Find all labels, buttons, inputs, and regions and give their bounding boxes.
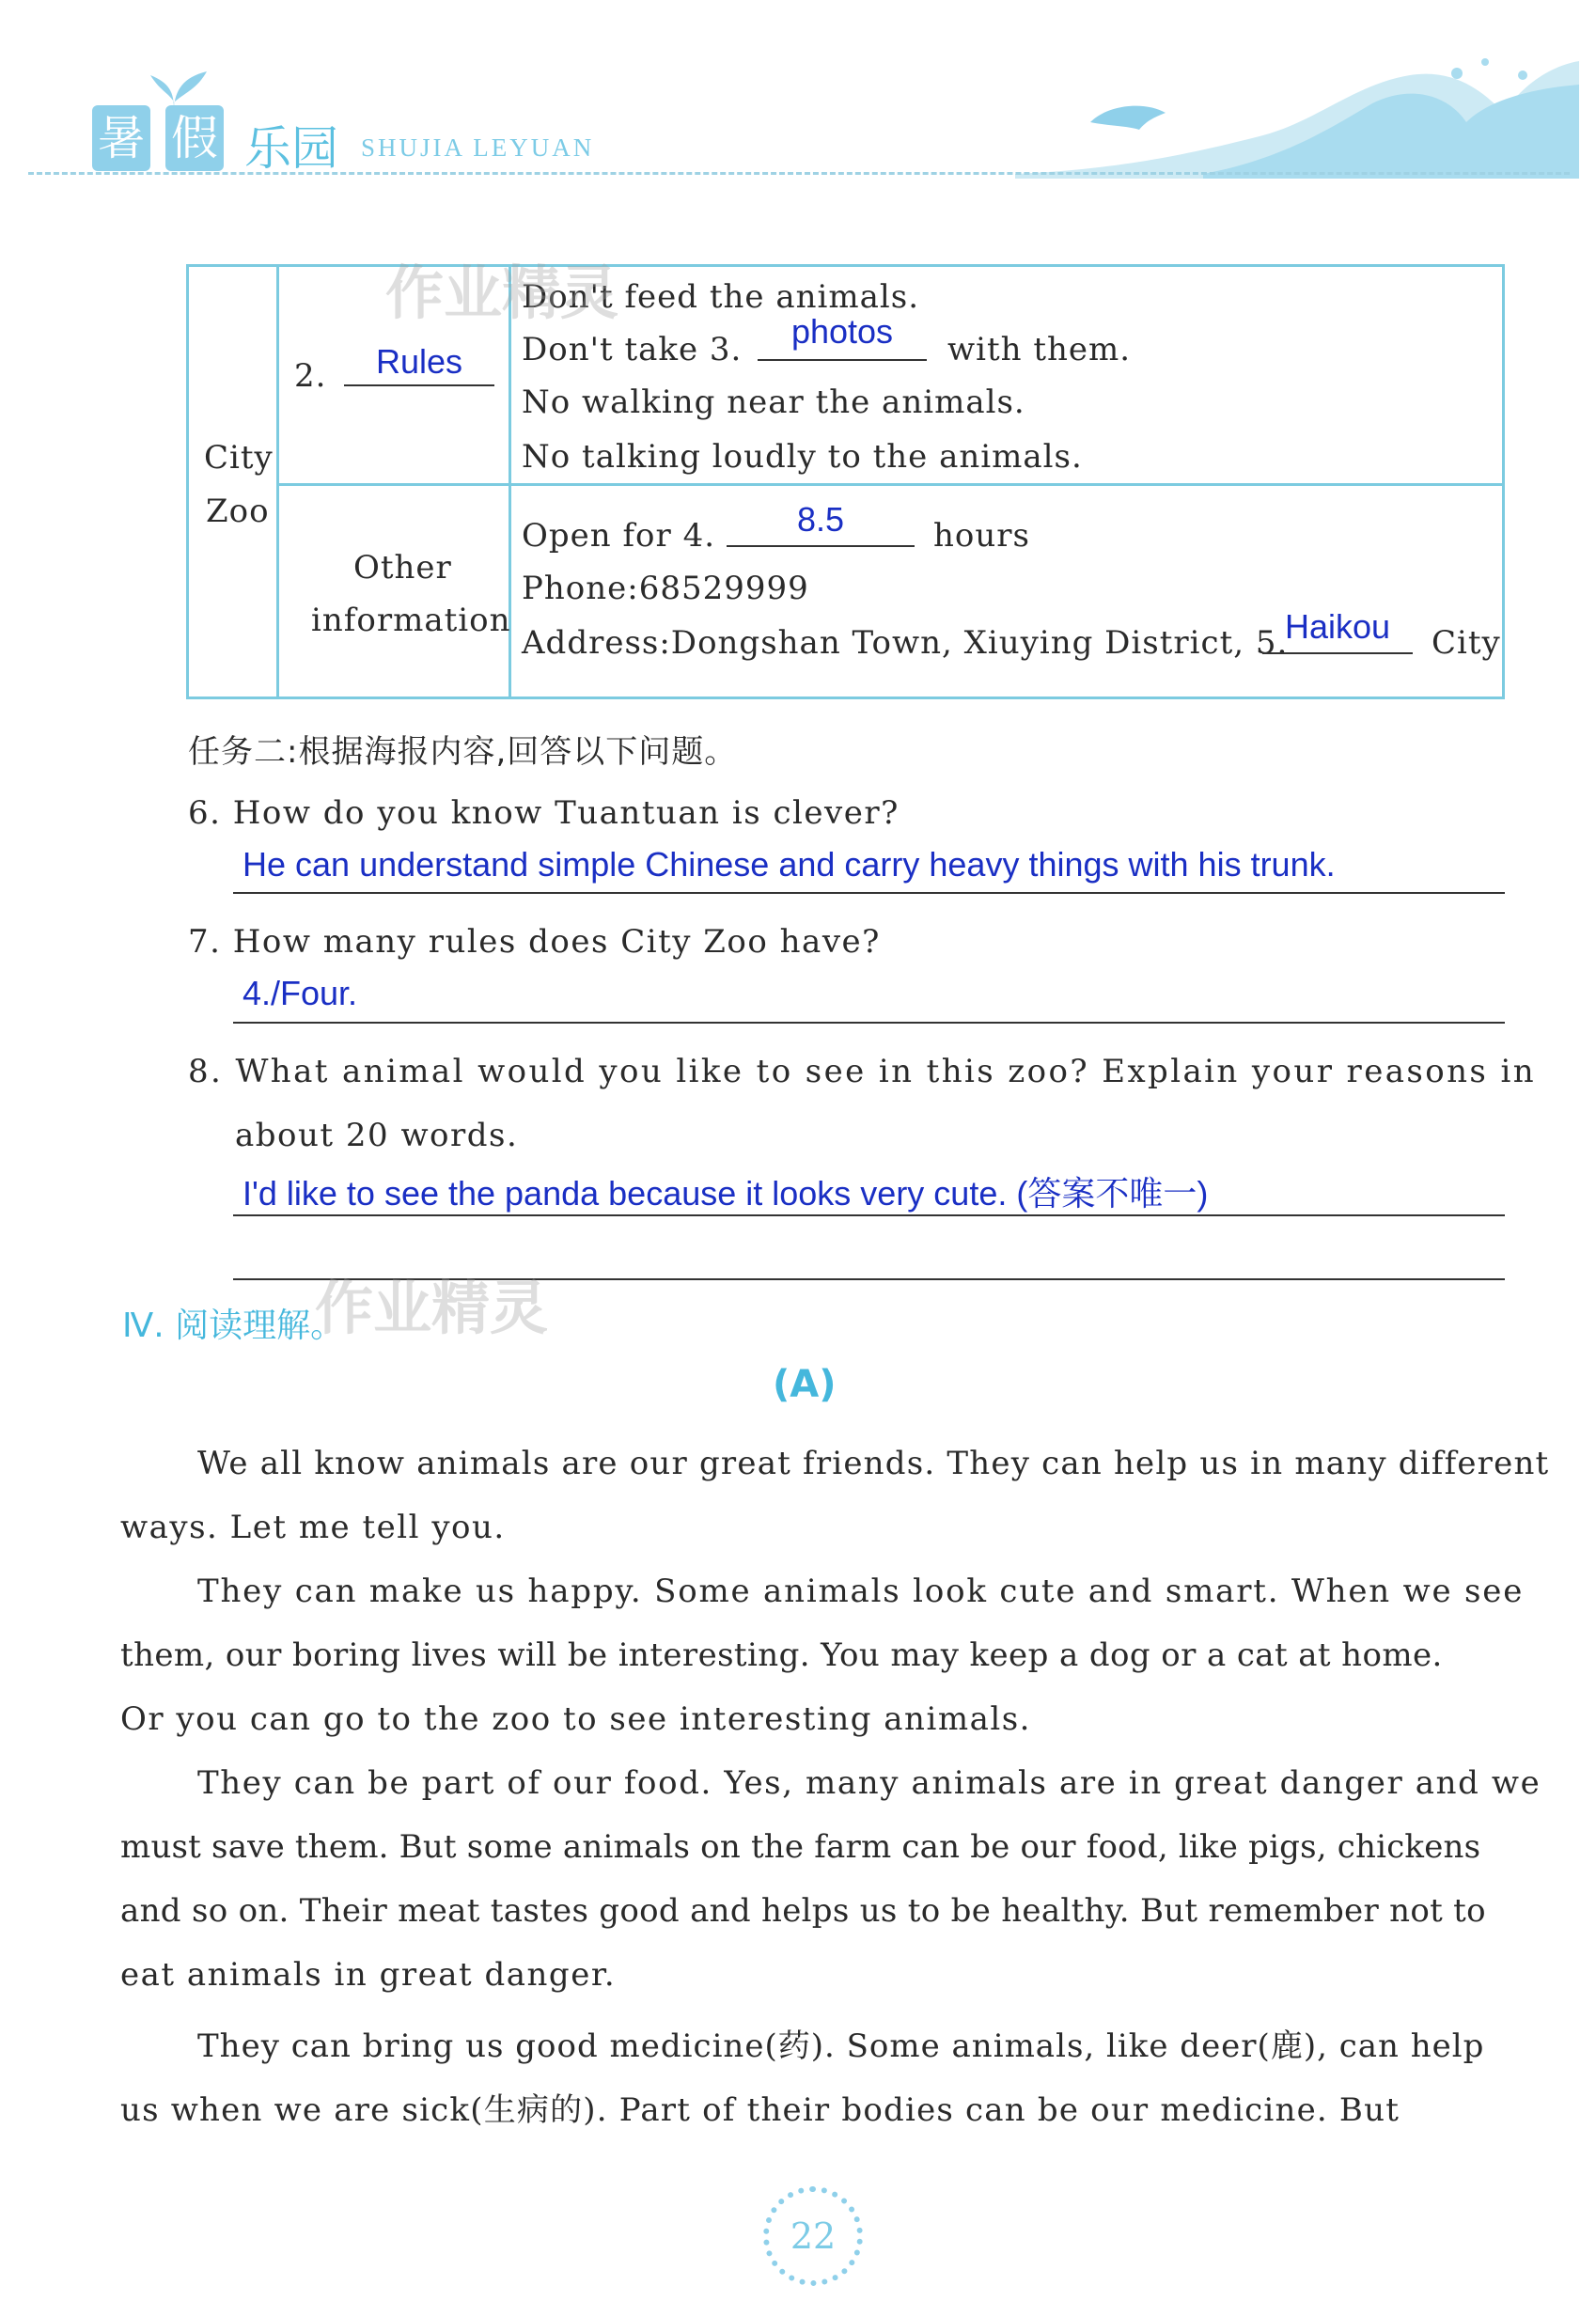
- answer-6: He can understand simple Chinese and carry heavy things with his trunk.: [243, 845, 1336, 884]
- rule-2-end: with them.: [947, 331, 1132, 368]
- passage-line-9: eat animals in great danger.: [120, 1956, 617, 1994]
- address-answer: Haikou: [1284, 607, 1391, 646]
- question-6: 6. How do you know Tuantuan is clever?: [188, 794, 900, 832]
- row-label-zoo: Zoo: [206, 493, 270, 530]
- logo-text: 乐园: [244, 121, 338, 176]
- answer-8-line: [233, 1214, 1505, 1216]
- logo-pinyin: SHUJIA LEYUAN: [361, 133, 595, 162]
- passage-line-2: ways. Let me tell you.: [120, 1509, 506, 1546]
- rule-2-answer: photos: [790, 312, 894, 351]
- question-8-line1: 8. What animal would you like to see in this zoo? Explain your reasons in: [188, 1053, 1537, 1090]
- question-7: 7. How many rules does City Zoo have?: [188, 923, 881, 961]
- watermark-2: 作业精灵: [315, 1274, 549, 1342]
- open-hours-answer: 8.5: [796, 500, 845, 539]
- passage-line-11: us when we are sick(生病的). Part of their bodies can be our medicine. But: [120, 2091, 1400, 2129]
- address-end: City: [1432, 624, 1501, 662]
- passage-line-7: must save them. But some animals on the farm can be our food, like pigs, chickens: [120, 1828, 1481, 1866]
- table-row-divider: [276, 483, 1502, 486]
- open-hours-blank: [727, 500, 915, 547]
- zoo-info-table: [186, 264, 1505, 699]
- open-hours-end: hours: [933, 517, 1030, 555]
- passage-line-5: Or you can go to the zoo to see interesting animals.: [120, 1700, 1031, 1738]
- passage-line-1: We all know animals are our great friends. They can help us in many different: [197, 1445, 1550, 1482]
- page-header: [0, 0, 1596, 179]
- row-label-city: City: [204, 439, 274, 477]
- passage-line-8: and so on. Their meat tastes good and helps us to be healthy. But remember not to: [120, 1892, 1486, 1930]
- rule-4: No talking loudly to the animals.: [522, 438, 1083, 476]
- passage-line-4: them, our boring lives will be interesting. You may keep a dog or a cat at home.: [120, 1636, 1443, 1674]
- item-2-number: 2.: [294, 357, 327, 395]
- answer-7: 4./Four.: [243, 974, 358, 1012]
- open-hours-start: Open for 4.: [522, 517, 716, 555]
- other-label-2: information: [311, 602, 511, 639]
- answer-8: I'd like to see the panda because it looks very cute. (答案不唯一): [243, 1174, 1209, 1213]
- sprout-icon: [132, 64, 216, 111]
- phone-number: Phone:68529999: [522, 570, 809, 607]
- passage-line-10: They can bring us good medicine(药). Some animals, like deer(鹿), can help: [197, 2027, 1485, 2065]
- rule-2-blank: [758, 312, 927, 361]
- item-2-answer: Rules: [375, 342, 463, 381]
- rule-1: Don't feed the animals.: [522, 278, 920, 316]
- passage-line-6: They can be part of our food. Yes, many animals are in great danger and we: [197, 1764, 1541, 1802]
- watermark-1: 作业精灵: [385, 258, 619, 327]
- item-2-blank: [344, 342, 494, 386]
- logo-char-1: 暑: [92, 105, 150, 171]
- rule-3: No walking near the animals.: [522, 384, 1025, 421]
- question-8-line2: about 20 words.: [235, 1117, 519, 1154]
- answer-6-line: [233, 892, 1505, 894]
- passage-a-title: (A): [773, 1363, 837, 1406]
- table-col-divider-1: [276, 267, 279, 697]
- page-number: 22: [763, 2186, 863, 2286]
- address-start: Address:Dongshan Town, Xiuying District, 5.: [522, 624, 1289, 662]
- other-label-1: Other: [353, 549, 452, 587]
- rule-2-start: Don't take 3.: [522, 331, 743, 368]
- task2-instruction: 任务二:根据海报内容,回答以下问题。: [188, 733, 738, 771]
- header-divider: [28, 172, 1570, 175]
- answer-7-line: [233, 1022, 1505, 1024]
- passage-line-3: They can make us happy. Some animals look cute and smart. When we see: [197, 1573, 1525, 1610]
- wave-dolphin-icon: [1015, 47, 1579, 179]
- logo-char-2: 假: [165, 105, 224, 171]
- section-4-heading: Ⅳ. 阅读理解。: [122, 1307, 345, 1345]
- address-blank: [1262, 607, 1413, 654]
